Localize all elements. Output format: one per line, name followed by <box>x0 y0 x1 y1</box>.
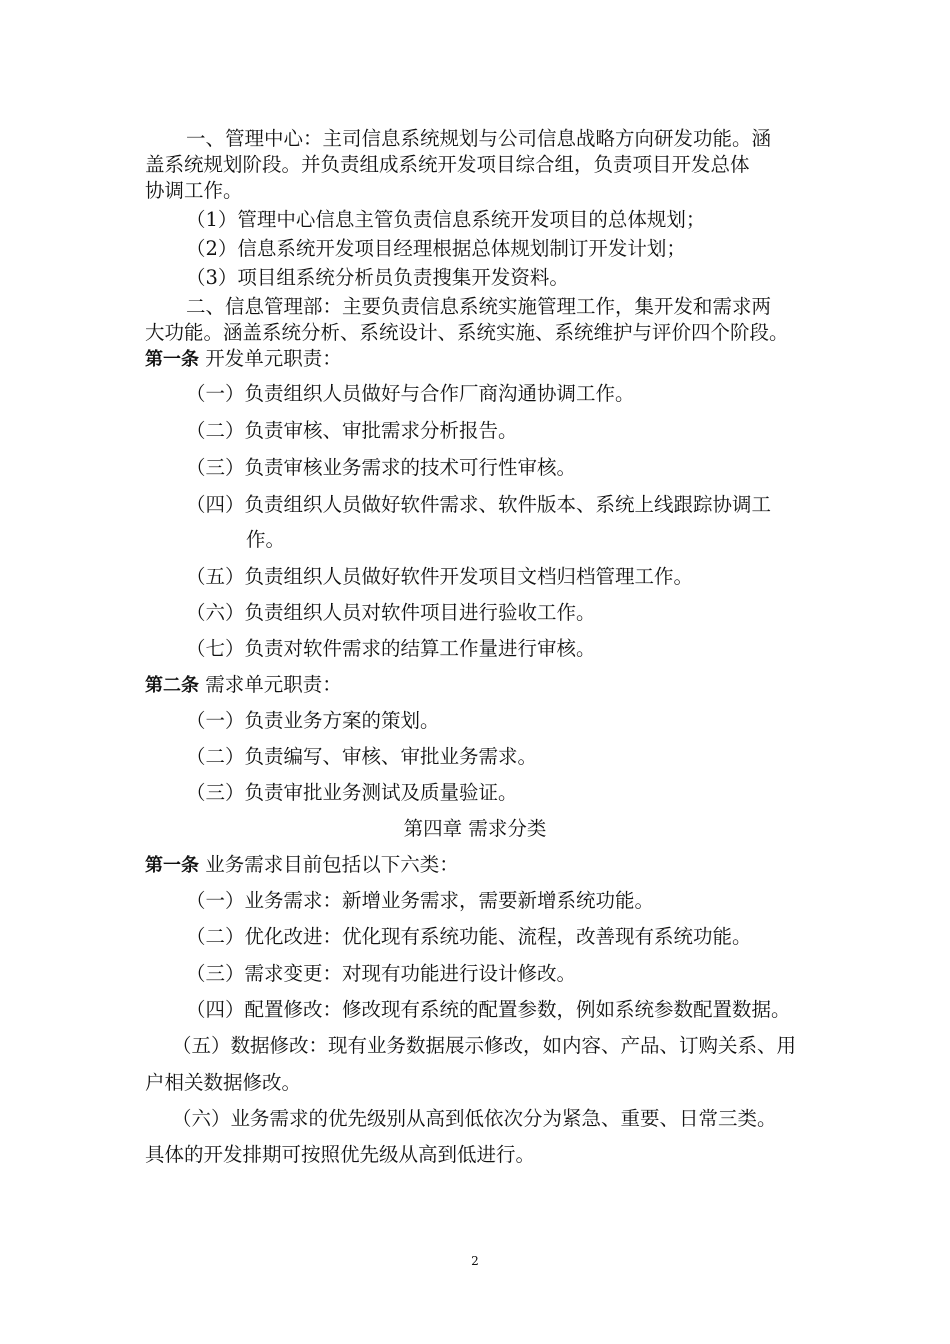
dev-item-5: （五）负责组织人员做好软件开发项目文档归档管理工作。 <box>186 565 694 588</box>
priority-paragraph-line-2: 具体的开发排期可按照优先级从高到低进行。 <box>145 1143 536 1166</box>
chapter-heading: 第四章 需求分类 <box>403 817 547 840</box>
req-item-1: （一）负责业务方案的策划。 <box>186 709 440 732</box>
dev-item-4: （四）负责组织人员做好软件需求、软件版本、系统上线跟踪协调工 <box>186 493 772 516</box>
chapter4-article1-heading <box>145 852 459 879</box>
info-dept-paragraph-line-1: 二、信息管理部：主要负责信息系统实施管理工作，集开发和需求两 <box>186 295 772 318</box>
req-item-3: （三）负责审批业务测试及质量验证。 <box>186 781 518 804</box>
category-item-5-line-2: 户相关数据修改。 <box>145 1071 302 1094</box>
article-req-label: 第二条 <box>145 675 199 696</box>
dev-item-3: （三）负责审核业务需求的技术可行性审核。 <box>186 456 577 479</box>
info-dept-paragraph-line-2: 大功能。涵盖系统分析、系统设计、系统实施、系统维护与评价四个阶段。 <box>145 321 789 344</box>
article-dev-title: 开发单元职责： <box>205 347 342 370</box>
mgmt-center-paragraph-line-3: 协调工作。 <box>145 179 243 202</box>
chapter4-article1-title: 业务需求目前包括以下六类： <box>205 853 459 876</box>
category-item-5-line-1: （五）数据修改：现有业务数据展示修改，如内容、产品、订购关系、用 <box>172 1034 797 1057</box>
category-item-1: （一）业务需求：新增业务需求，需要新增系统功能。 <box>186 889 655 912</box>
category-item-3: （三）需求变更：对现有功能进行设计修改。 <box>186 962 577 985</box>
mgmt-center-paragraph-line-2: 盖系统规划阶段。并负责组成系统开发项目综合组，负责项目开发总体 <box>145 153 750 176</box>
article-dev-heading <box>145 346 342 373</box>
dev-item-7: （七）负责对软件需求的结算工作量进行审核。 <box>186 637 596 660</box>
page-number: 2 <box>471 1254 479 1268</box>
category-item-4: （四）配置修改：修改现有系统的配置参数，例如系统参数配置数据。 <box>186 998 791 1021</box>
req-item-2: （二）负责编写、审核、审批业务需求。 <box>186 745 538 768</box>
dev-item-1: （一）负责组织人员做好与合作厂商沟通协调工作。 <box>186 382 635 405</box>
dev-item-2: （二）负责审核、审批需求分析报告。 <box>186 419 518 442</box>
article-req-heading <box>145 672 342 699</box>
dev-item-4-continuation: 作。 <box>246 528 286 551</box>
dev-item-6: （六）负责组织人员对软件项目进行验收工作。 <box>186 601 596 624</box>
mgmt-item-3: （3）项目组系统分析员负责搜集开发资料。 <box>186 266 569 289</box>
priority-paragraph-line-1: （六）业务需求的优先级别从高到低依次分为紧急、重要、日常三类。 <box>172 1107 777 1130</box>
mgmt-center-paragraph-line-1: 一、管理中心：主司信息系统规划与公司信息战略方向研发功能。涵 <box>186 127 772 150</box>
article-dev-label: 第一条 <box>145 349 199 370</box>
mgmt-item-1: （1）管理中心信息主管负责信息系统开发项目的总体规划； <box>186 208 706 231</box>
chapter4-article1-label: 第一条 <box>145 855 199 876</box>
category-item-2: （二）优化改进：优化现有系统功能、流程，改善现有系统功能。 <box>186 925 752 948</box>
article-req-title: 需求单元职责： <box>205 673 342 696</box>
mgmt-item-2: （2）信息系统开发项目经理根据总体规划制订开发计划； <box>186 237 686 260</box>
